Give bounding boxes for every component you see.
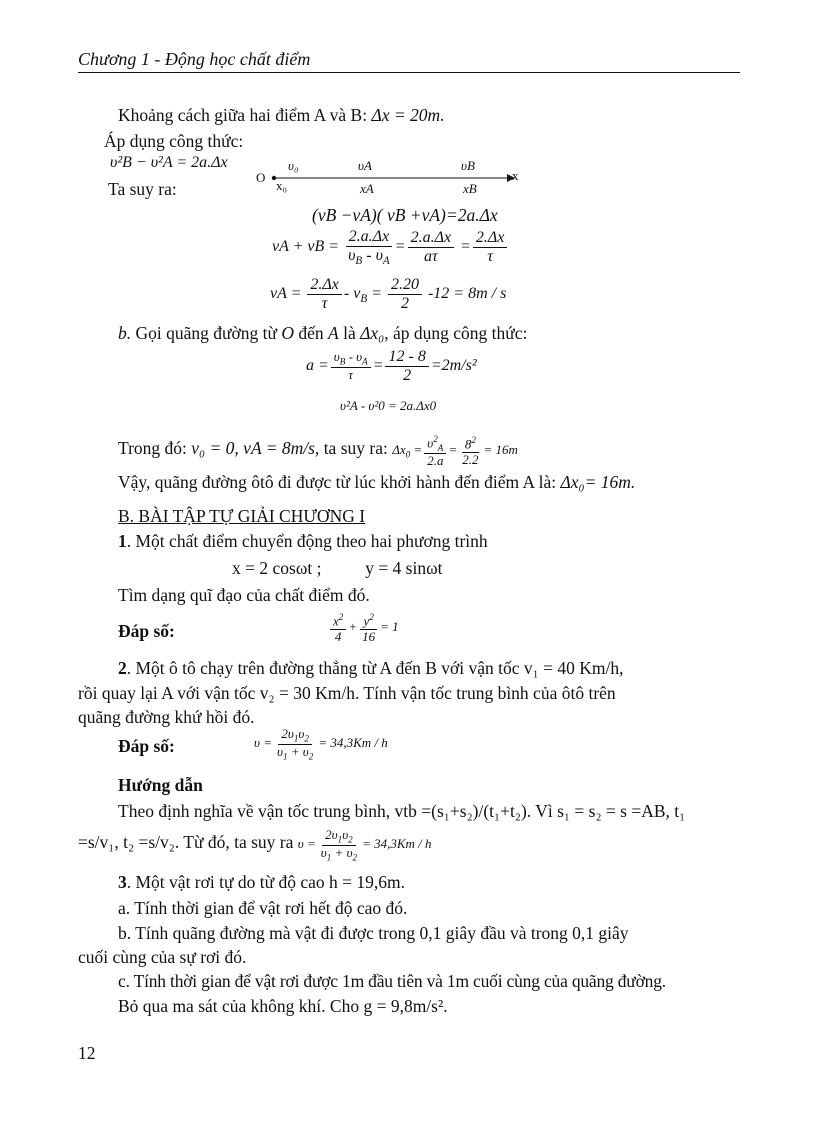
- fraction: $\frac{2.20}{2}$: [388, 276, 422, 312]
- acceleration-eq: a = $\frac{\upsilon_B - \upsilon_A}{\tau}$ = $\frac{12 - 8}{2}$ =2m/s²: [306, 348, 477, 384]
- point-O: O: [281, 323, 294, 343]
- question-2-number: 2: [118, 658, 127, 678]
- hint-line2: [78, 828, 432, 862]
- question-1-number: 1: [118, 531, 127, 551]
- fraction: $\frac{2.\Delta x}{\tau}$: [473, 229, 508, 265]
- header-rule: [78, 72, 740, 73]
- part-b-text3: là: [343, 323, 356, 343]
- question-2-line2: rồi quay lại A với vận tốc v₂ = 30 Km/h. Tính vận tốc trung bình của ôtô trên: [78, 683, 616, 703]
- where-tail: ta suy ra:: [323, 438, 388, 459]
- average-velocity-value: = 34,3Km / h: [318, 735, 388, 751]
- vB-label: υB: [461, 158, 475, 173]
- hint-line2-text: =s/v₁, t₂ =s/v₂. Từ đó, ta suy ra: [78, 832, 294, 853]
- difference-of-squares-eq: (vB −vA)( vB +vA)=2a.Δx: [312, 205, 498, 225]
- fraction: $\frac{2.\Delta x}{\tau}$: [307, 276, 342, 312]
- part-b-label: b.: [118, 323, 132, 343]
- fraction: $\frac{8^2}{2.2}$: [462, 435, 479, 467]
- xA-label: xA: [360, 181, 374, 196]
- hint-line1: Theo định nghĩa về vận tốc trung bình, vtb =(s₁+s₂)/(t₁+t₂). Vì s₁ = s₂ = s =AB, t₁: [118, 801, 686, 821]
- question-3-b1: b. Tính quãng đường mà vật đi được trong 0,1 giây đầu và trong 0,1 giây: [118, 923, 629, 943]
- ellipse-answer-tail: = 1: [380, 618, 399, 634]
- fraction: $\frac{2.a.\Delta x}{a\tau}$: [408, 229, 455, 265]
- question-3-number: 3: [118, 872, 127, 892]
- fraction: $\frac{12 - 8}{2}$: [385, 348, 428, 384]
- average-velocity-answer: υ = $\frac{2\upsilon_1\upsilon_2}{\upsilon_1 + \upsilon_2}$ = 34,3Km / h: [254, 726, 388, 762]
- delta-x0-result: = 16m: [483, 442, 518, 458]
- page-number: 12: [78, 1043, 96, 1063]
- hint-formula: υ = $\frac{2\upsilon_1\upsilon_2}{\upsilon_1 + \upsilon_2}$ = 34,3Km / h: [297, 827, 432, 863]
- part-b-intro: [118, 322, 527, 344]
- origin-label: O: [256, 170, 266, 185]
- delta-x0-eq: $\Delta x_0$ = $\frac{\upsilon^2_A}{2.a}$ = $\frac{8^2}{2.2}$ = 16m: [392, 434, 518, 468]
- fraction: $\frac{2\upsilon_1\upsilon_2}{\upsilon_1 + \upsilon_2}$: [320, 827, 358, 863]
- question-3: [118, 871, 405, 893]
- ta-suy-ra-label: Ta suy ra:: [108, 179, 177, 199]
- vA-result-eq: vA = $\frac{2.\Delta x}{\tau}$ - $v_B$ = $\frac{2.20}{2}$ -12 = 8m / s: [270, 276, 507, 312]
- chapter-header: Chương 1 - Động học chất điểm: [78, 49, 311, 69]
- fraction: $\frac{y^2}{16}$: [362, 612, 376, 644]
- part-b-text2: đến: [298, 323, 324, 343]
- delta-x0: Δx₀: [360, 323, 385, 343]
- vA-tail: -12 = 8m / s: [427, 284, 507, 302]
- question-3-a: a. Tính thời gian để vật rơi hết độ cao đó.: [118, 898, 408, 918]
- acceleration-value: =2m/s²: [430, 356, 477, 374]
- distance-text: Khoảng cách giữa hai điểm A và B:: [118, 105, 368, 125]
- question-3-c: c. Tính thời gian để vật rơi được 1m đầu tiên và 1m cuối cùng của quãng đường.: [118, 971, 666, 991]
- velocity-formula: υ²B − υ²A = 2a.Δx: [110, 154, 228, 171]
- answer-label-2: Đáp số:: [118, 736, 175, 756]
- part-b-text4: , áp dụng công thức:: [384, 323, 528, 343]
- question-2-line3: quãng đường khứ hồi đó.: [78, 707, 255, 727]
- question-2-text: . Một ô tô chạy trên đường thẳng từ A đến B với vận tốc v₁ = 40 Km/h,: [126, 658, 624, 678]
- conclusion-line: [118, 471, 635, 493]
- where-values: v₀ = 0, vA = 8m/s,: [191, 438, 320, 459]
- vA-lhs: vA =: [270, 284, 302, 302]
- fraction: $\frac{2\upsilon_1\upsilon_2}{\upsilon_1 + \upsilon_2}$: [277, 726, 314, 762]
- section-title: B. BÀI TẬP TỰ GIẢI CHƯƠNG I: [118, 506, 366, 526]
- axis-x-label: x: [512, 168, 519, 183]
- v0-label: υ₀: [288, 158, 299, 173]
- question-1-ask: Tìm dạng quĩ đạo của chất điểm đó.: [118, 585, 370, 605]
- question-1: [118, 530, 488, 552]
- vA-label: υA: [358, 158, 372, 173]
- conclusion-value: Δx₀= 16m.: [560, 472, 636, 492]
- part-b-text: Gọi quãng đường từ: [135, 323, 277, 343]
- fraction: $\frac{\upsilon^2_A}{2.a}$: [424, 434, 446, 468]
- where-line: [118, 434, 518, 468]
- question-1-equations: x = 2 cosωt ; y = 4 sinωt: [232, 558, 443, 578]
- sum-velocity-eq: vA + vB = $\frac{2.a.\Delta x}{\upsilon_B - \upsilon_A}$ = $\frac{2.a.\Delta x}{a\tau}$ = $\frac{2.\Delta x}{\tau}$: [272, 228, 509, 267]
- where-label: Trong đó:: [118, 438, 187, 459]
- distance-line: [118, 104, 445, 126]
- hint-label: Hướng dẫn: [118, 775, 203, 795]
- ellipse-answer: $\frac{x^2}{4}$ + $\frac{y^2}{16}$ = 1: [328, 612, 399, 644]
- velocity-formula-2: υ²A - υ²0 = 2a.Δx0: [340, 398, 437, 413]
- question-3-text: . Một vật rơi tự do từ độ cao h = 19,6m.: [126, 872, 405, 892]
- question-1-text: . Một chất điểm chuyển động theo hai phương trình: [126, 531, 488, 551]
- question-3-note: Bỏ qua ma sát của không khí. Cho g = 9,8m/s².: [118, 996, 448, 1016]
- answer-label-1: Đáp số:: [118, 621, 175, 641]
- x0-label: x₀: [276, 178, 288, 193]
- distance-value: Δx = 20m.: [371, 105, 445, 125]
- fraction: $\frac{x^2}{4}$: [330, 612, 346, 644]
- question-3-b2: cuối cùng của sự rơi đó.: [78, 947, 247, 967]
- fraction: $\frac{2.a.\Delta x}{\upsilon_B - \upsilon_A}$: [345, 228, 393, 267]
- question-2-line1: [118, 657, 623, 679]
- conclusion-text: Vậy, quãng đường ôtô đi được từ lúc khởi hành đến điểm A là:: [118, 472, 557, 492]
- point-A: A: [328, 323, 339, 343]
- fraction: $\frac{\upsilon_B - \upsilon_A}{\tau}$: [331, 350, 371, 382]
- xB-label: xB: [463, 181, 477, 196]
- sum-velocity-lhs: vA + vB =: [272, 238, 340, 256]
- apply-formula-label: Áp dụng công thức:: [104, 131, 244, 151]
- hint-formula-value: = 34,3Km / h: [362, 836, 432, 852]
